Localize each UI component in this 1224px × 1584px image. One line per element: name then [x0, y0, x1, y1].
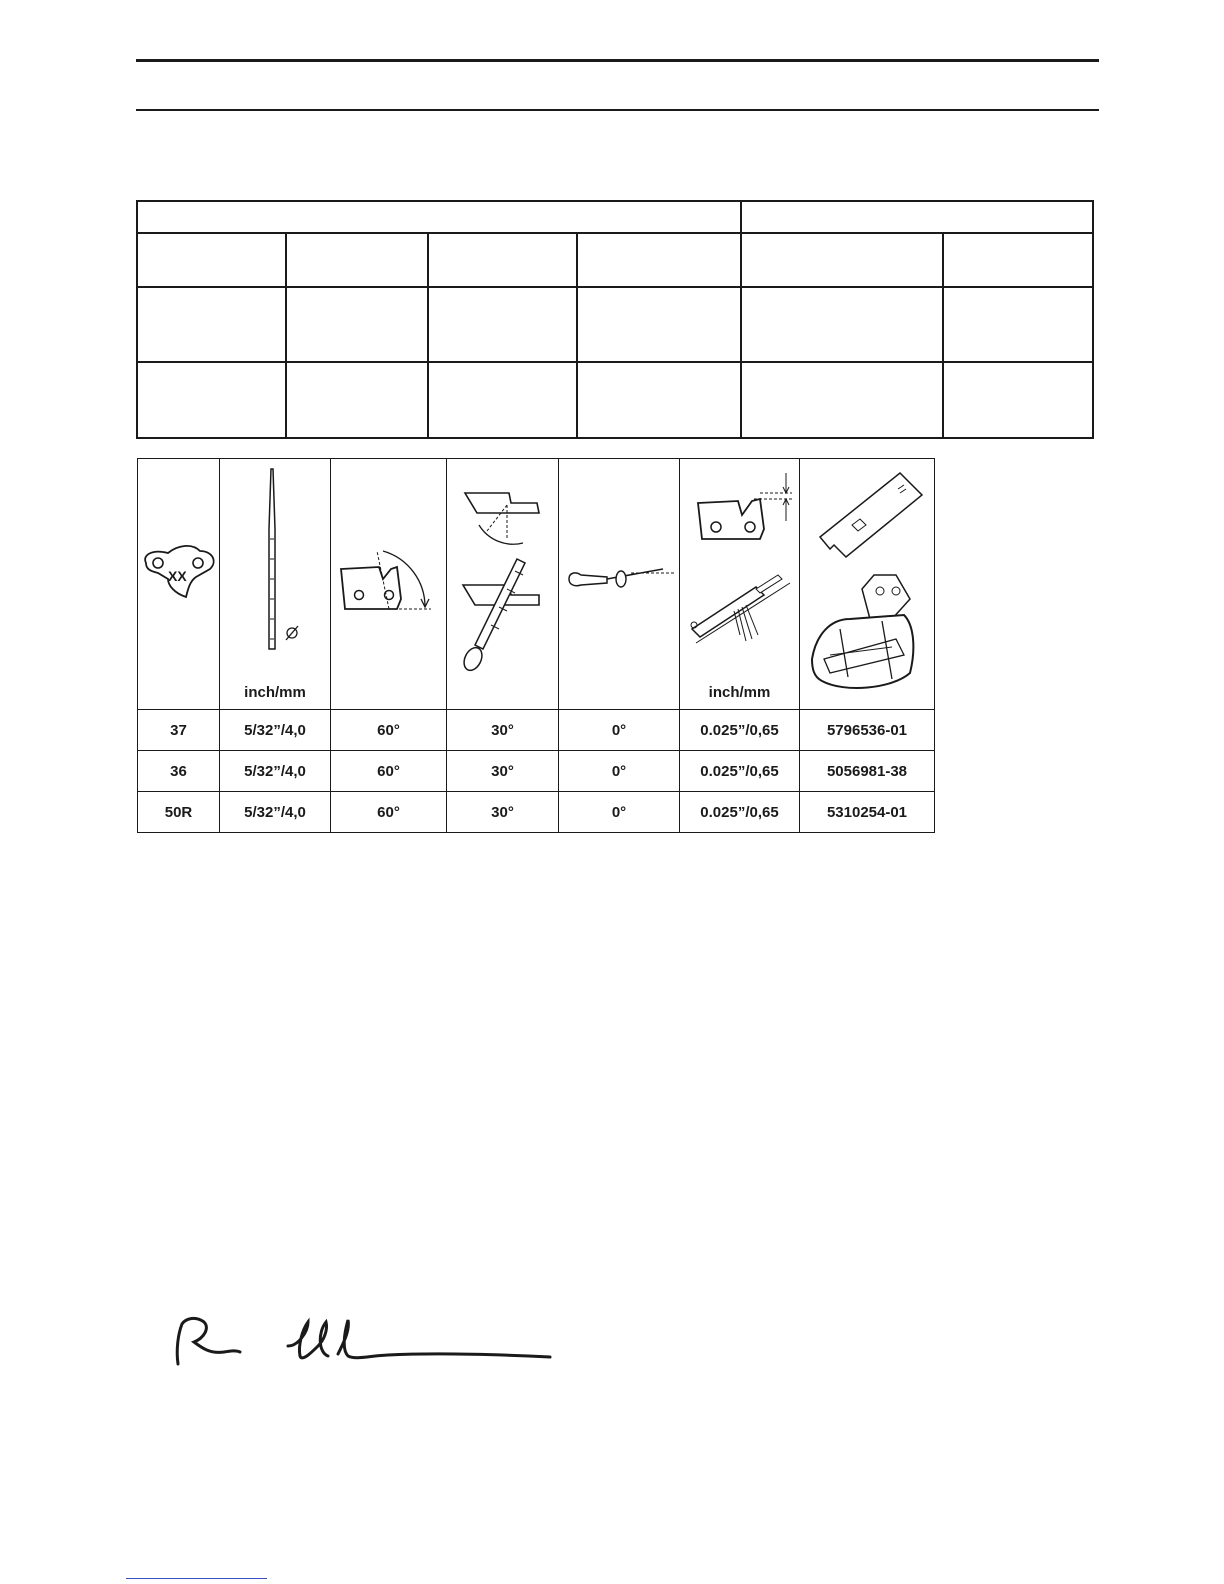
part-number-cell: 5056981-38	[800, 751, 935, 792]
footer-link-underline	[126, 1578, 267, 1579]
chain-cell: 37	[138, 710, 220, 751]
file-tilt-cell	[559, 459, 680, 710]
angle-b-cell: 30°	[447, 792, 559, 833]
top-plate-filing-angle-icon	[331, 459, 447, 709]
spec-header-cell	[741, 201, 1093, 233]
spec-cell	[137, 287, 286, 362]
spec-cell	[943, 287, 1093, 362]
side-plate-angle-icon	[447, 459, 559, 709]
sharpening-header-row	[138, 459, 935, 710]
spec-cell	[286, 233, 428, 287]
spec-header-cell	[137, 201, 741, 233]
angle-b-cell: 30°	[447, 751, 559, 792]
depth-gauge-cell	[680, 459, 800, 710]
angle-a-cell: 60°	[331, 710, 447, 751]
spec-table-row	[137, 362, 1093, 438]
handwritten-signature	[168, 1300, 568, 1380]
file-cell: 5/32”/4,0	[220, 710, 331, 751]
chain-marking-text: XX	[168, 568, 187, 584]
depth-gauge-setting-icon	[680, 459, 800, 709]
angle-b-cell: 30°	[447, 710, 559, 751]
spec-cell	[137, 233, 286, 287]
angle-a-cell: 60°	[331, 792, 447, 833]
file-diameter-cell	[220, 459, 331, 710]
spec-table-header-row	[137, 201, 1093, 233]
angle-c-cell: 0°	[559, 710, 680, 751]
file-gauge-icon	[800, 459, 935, 709]
spec-table-row	[137, 287, 1093, 362]
depth-cell: 0.025”/0,65	[680, 710, 800, 751]
spec-cell	[741, 362, 943, 438]
chain-marking-cell	[138, 459, 220, 710]
spec-cell	[741, 233, 943, 287]
chain-marking-icon	[138, 459, 220, 709]
spec-cell	[577, 233, 741, 287]
table-row	[138, 710, 935, 751]
file-gauge-cell	[800, 459, 935, 710]
part-number-cell: 5310254-01	[800, 792, 935, 833]
depth-gauge-unit: inch/mm	[708, 684, 771, 701]
chain-sharpening-table	[137, 458, 935, 833]
side-angle-cell	[447, 459, 559, 710]
top-plate-angle-cell	[331, 459, 447, 710]
round-file-icon	[220, 459, 331, 709]
part-number-cell: 5796536-01	[800, 710, 935, 751]
angle-a-cell: 60°	[331, 751, 447, 792]
spec-cell	[741, 287, 943, 362]
angle-c-cell: 0°	[559, 792, 680, 833]
file-diameter-unit: inch/mm	[244, 684, 306, 701]
spec-cell	[428, 362, 577, 438]
spec-cell	[943, 362, 1093, 438]
spec-cell	[943, 233, 1093, 287]
table-row	[138, 751, 935, 792]
spec-cell	[286, 287, 428, 362]
spec-cell	[137, 362, 286, 438]
depth-cell: 0.025”/0,65	[680, 792, 800, 833]
table-row	[138, 792, 935, 833]
chain-cell: 50R	[138, 792, 220, 833]
spec-cell	[577, 287, 741, 362]
chain-cell: 36	[138, 751, 220, 792]
angle-c-cell: 0°	[559, 751, 680, 792]
depth-cell: 0.025”/0,65	[680, 751, 800, 792]
file-cell: 5/32”/4,0	[220, 751, 331, 792]
file-cell: 5/32”/4,0	[220, 792, 331, 833]
header-rule	[136, 109, 1099, 111]
top-rule	[136, 59, 1099, 62]
spec-table-row	[137, 233, 1093, 287]
spec-cell	[428, 287, 577, 362]
spec-cell	[428, 233, 577, 287]
spec-cell	[577, 362, 741, 438]
spec-cell	[286, 362, 428, 438]
file-holder-tilt-icon	[559, 459, 680, 709]
spec-table	[136, 200, 1094, 439]
